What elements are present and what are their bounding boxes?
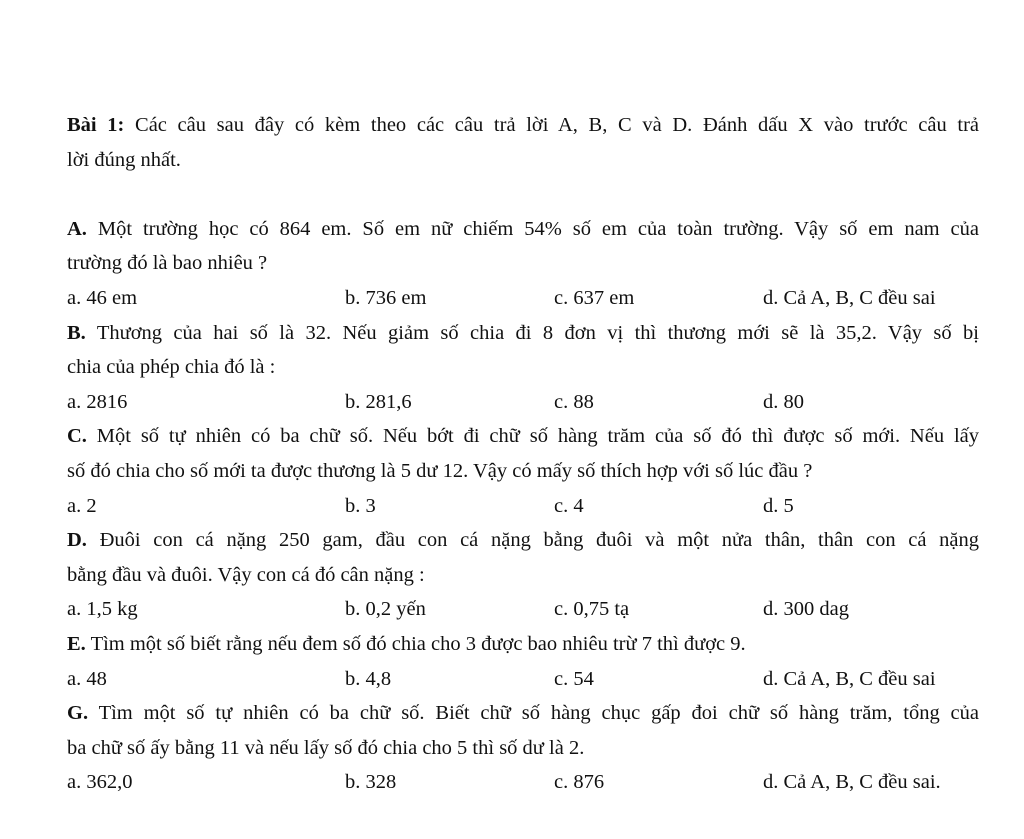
question-g-option-d: d. Cả A, B, C đều sai. bbox=[763, 771, 941, 794]
question-b-option-a: a. 2816 bbox=[67, 390, 128, 413]
question-a-line bbox=[67, 212, 979, 247]
question-a-option-a: a. 46 em bbox=[67, 286, 138, 309]
exercise-instruction-text: Các câu sau đây có kèm theo các câu trả lời A, B, C và D. Đánh dấu X vào trước câu trả bbox=[124, 114, 979, 136]
question-g-option-b: b. 328 bbox=[345, 771, 397, 794]
question-c-line bbox=[67, 419, 979, 454]
question-d-option-a: a. 1,5 kg bbox=[67, 598, 138, 621]
question-a-option-b: b. 736 em bbox=[345, 286, 427, 309]
question-c-option-d: d. 5 bbox=[763, 494, 794, 517]
question-b-options bbox=[67, 385, 979, 420]
question-a-options bbox=[67, 281, 979, 316]
question-b-option-c: c. 88 bbox=[554, 390, 594, 413]
worksheet-page bbox=[67, 108, 979, 800]
question-e-options bbox=[67, 662, 979, 697]
question-d-option-b: b. 0,2 yến bbox=[345, 598, 426, 621]
question-g-line bbox=[67, 696, 979, 731]
question-d-line bbox=[67, 523, 979, 558]
question-b-text-continued: chia của phép chia đó là : bbox=[67, 356, 276, 379]
question-a-option-c: c. 637 em bbox=[554, 286, 635, 309]
question-b-line bbox=[67, 316, 979, 351]
question-b-label: B. bbox=[67, 321, 86, 344]
question-e-option-c: c. 54 bbox=[554, 667, 594, 690]
question-e-option-d: d. Cả A, B, C đều sai bbox=[763, 667, 936, 690]
question-d-text: Đuôi con cá nặng 250 gam, đầu con cá nặng bằng đuôi và một nửa thân, thân con cá nặng bbox=[86, 529, 979, 552]
question-g-label: G. bbox=[67, 702, 89, 725]
question-a-label: A. bbox=[67, 217, 87, 240]
question-c-option-b: b. 3 bbox=[345, 494, 376, 517]
question-c-option-a: a. 2 bbox=[67, 494, 97, 517]
question-g-option-a: a. 362,0 bbox=[67, 771, 133, 794]
exercise-instruction-line: lời đúng nhất. bbox=[67, 148, 181, 171]
question-b-option-b: b. 281,6 bbox=[345, 390, 412, 413]
question-a-option-d: d. Cả A, B, C đều sai bbox=[763, 286, 936, 309]
question-c-text: Một số tự nhiên có ba chữ số. Nếu bớt đi chữ số hàng trăm của số đó thì được số mới. Nếu lấy bbox=[86, 425, 979, 448]
question-c-text-continued: số đó chia cho số mới ta được thương là 5 dư 12. Vậy có mấy số thích hợp với số lúc đầu ? bbox=[67, 459, 813, 482]
question-g-option-c: c. 876 bbox=[554, 771, 605, 794]
question-d-text-continued: bằng đầu và đuôi. Vậy con cá đó cân nặng : bbox=[67, 563, 425, 586]
question-b-option-d: d. 80 bbox=[763, 390, 804, 413]
question-b-text: Thương của hai số là 32. Nếu giảm số chia đi 8 đơn vị thì thương mới sẽ là 35,2. Vậy số bị bbox=[85, 321, 979, 344]
question-a-text-continued: trường đó là bao nhiêu ? bbox=[67, 252, 268, 275]
question-c-option-c: c. 4 bbox=[554, 494, 584, 517]
question-d-option-d: d. 300 dag bbox=[763, 598, 849, 621]
question-d-option-c: c. 0,75 tạ bbox=[554, 598, 630, 621]
question-e-label: E. bbox=[67, 632, 86, 655]
question-g-text: Tìm một số tự nhiên có ba chữ số. Biết chữ số hàng chục gấp đoi chữ số hàng trăm, tổng của bbox=[88, 702, 979, 725]
exercise-instruction-line bbox=[67, 108, 979, 143]
question-g-text-continued: ba chữ số ấy bằng 11 và nếu lấy số đó chia cho 5 thì số dư là 2. bbox=[67, 736, 585, 759]
question-d-options bbox=[67, 592, 979, 627]
exercise-label: Bài 1: bbox=[67, 114, 125, 136]
question-e-text: Tìm một số biết rằng nếu đem số đó chia cho 3 được bao nhiêu trừ 7 thì được 9. bbox=[85, 632, 746, 655]
question-e-line bbox=[67, 627, 979, 662]
question-a-text: Một trường học có 864 em. Số em nữ chiếm 54% số em của toàn trường. Vậy số em nam của bbox=[86, 217, 979, 240]
spacer bbox=[67, 177, 979, 212]
question-c-label: C. bbox=[67, 425, 87, 448]
question-d-label: D. bbox=[67, 529, 87, 552]
question-c-options bbox=[67, 489, 979, 524]
question-e-option-b: b. 4,8 bbox=[345, 667, 392, 690]
question-e-option-a: a. 48 bbox=[67, 667, 107, 690]
question-g-options bbox=[67, 765, 979, 800]
